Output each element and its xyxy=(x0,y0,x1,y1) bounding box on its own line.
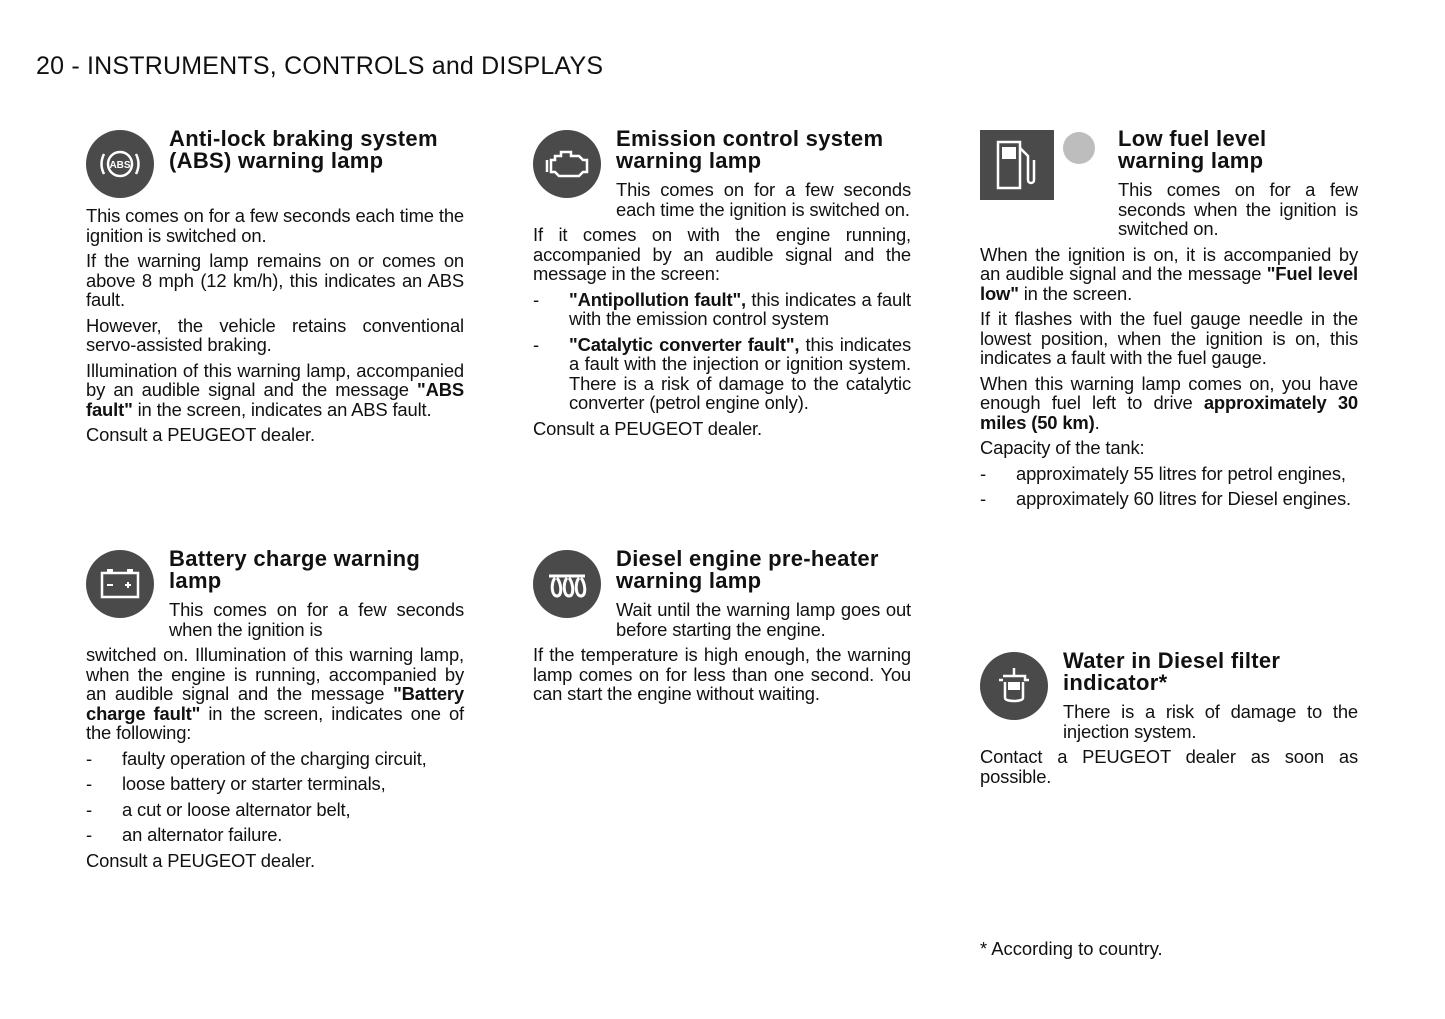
paragraph xyxy=(86,251,464,310)
paragraph xyxy=(980,245,1358,304)
list-dash: - xyxy=(86,824,92,845)
text-segment: Consult a PEUGEOT dealer. xyxy=(533,417,762,439)
page-title: 20 - INSTRUMENTS, CONTROLS and DISPLAYS xyxy=(36,52,604,80)
list-item xyxy=(533,335,911,413)
text-segment: However, the vehicle retains conventional servo-assisted braking. xyxy=(86,314,464,355)
text-segment: faulty operation of the charging circuit, xyxy=(122,747,427,769)
section-battery xyxy=(86,548,464,876)
section-emission xyxy=(533,128,911,444)
text-segment: If the warning lamp remains on or comes on above 8 mph (12 km/h), this indicates an ABS fault. xyxy=(86,250,464,310)
fuel-pump-icon xyxy=(980,130,1054,200)
section-heading: Emission control system warning lamp xyxy=(616,126,884,173)
paragraph xyxy=(533,645,911,704)
text-segment: If it flashes with the fuel gauge needle in the lowest position, when the ignition is on, this indicates a fault with the fuel gauge. xyxy=(980,308,1358,368)
text-segment: If the temperature is high enough, the warning lamp comes on for less than one second. You can start the engine without waiting. xyxy=(533,644,911,704)
paragraph xyxy=(980,438,1358,458)
text-segment: . xyxy=(1094,411,1100,433)
text-segment: switched on. Illumination of this warning lamp, when the engine is running, accompanied by an audible signal and the message xyxy=(86,644,464,704)
paragraph xyxy=(86,851,464,871)
battery-icon xyxy=(86,550,154,618)
text-segment: in the screen. xyxy=(1018,282,1133,304)
intro-paragraph xyxy=(169,600,464,639)
list-item xyxy=(980,489,1358,509)
text-segment: approximately 60 litres for Diesel engines. xyxy=(1016,488,1351,509)
list-dash: - xyxy=(86,747,92,769)
text-segment: "Antipollution fault", xyxy=(569,288,746,310)
text-segment: This comes on for a few seconds when the ignition is switched on. xyxy=(1118,179,1358,239)
list-item xyxy=(980,464,1358,484)
paragraph xyxy=(980,374,1358,433)
paragraph xyxy=(533,225,911,284)
intro-paragraph xyxy=(616,180,911,219)
text-segment: If it comes on with the engine running, accompanied by an audible signal and the message in the screen: xyxy=(533,224,911,284)
list-dash: - xyxy=(86,773,92,794)
text-segment: When the ignition is on, it is accompanied by an audible signal and the message xyxy=(980,243,1358,284)
list-item xyxy=(86,800,464,820)
svg-text:ABS: ABS xyxy=(109,160,131,171)
footnote: * According to country. xyxy=(980,938,1163,959)
paragraph xyxy=(980,309,1358,368)
intro-paragraph xyxy=(1118,180,1358,239)
paragraph xyxy=(533,419,911,439)
section-heading: Water in Diesel filter indicator* xyxy=(1063,648,1281,695)
text-segment: in the screen, indicates an ABS fault. xyxy=(132,398,432,420)
section-water xyxy=(980,650,1358,792)
text-segment: this indicates a fault with the emission control system xyxy=(569,288,911,329)
intro-paragraph xyxy=(616,600,911,639)
text-segment: This comes on for a few seconds each time the ignition is switched on. xyxy=(86,205,464,246)
text-segment: Contact a PEUGEOT dealer as soon as possible. xyxy=(980,746,1358,787)
section-diesel xyxy=(533,548,911,710)
text-segment: Wait until the warning lamp goes out before starting the engine. xyxy=(616,599,911,640)
section-heading: Battery charge warning lamp xyxy=(169,546,421,593)
text-segment: approximately 55 litres for petrol engines, xyxy=(1016,462,1346,484)
text-segment: When this warning lamp comes on, you have enough fuel left to drive xyxy=(980,372,1358,413)
list-dash: - xyxy=(533,288,539,310)
text-segment: loose battery or starter terminals, xyxy=(122,773,386,794)
text-segment: Capacity of the tank: xyxy=(980,437,1145,458)
list-dash: - xyxy=(86,798,92,820)
text-segment: an alternator failure. xyxy=(122,824,283,845)
text-segment: Illumination of this warning lamp, accompanied by an audible signal and the message xyxy=(86,359,464,400)
engine-icon xyxy=(533,130,601,198)
paragraph xyxy=(86,316,464,355)
list-item xyxy=(86,749,464,769)
paragraph xyxy=(86,361,464,420)
list-dash: - xyxy=(980,488,986,509)
text-segment: There is a risk of damage to the injection system. xyxy=(1063,701,1358,742)
water-in-filter-icon xyxy=(980,652,1048,720)
intro-paragraph xyxy=(1063,702,1358,741)
section-heading: Diesel engine pre-heater warning lamp xyxy=(616,546,879,593)
list-item xyxy=(533,290,911,329)
text-segment: a cut or loose alternator belt, xyxy=(122,798,351,820)
paragraph xyxy=(86,425,464,445)
text-segment: "ABS fault" xyxy=(86,379,464,420)
text-segment: This comes on for a few seconds each time the ignition is switched on. xyxy=(616,179,911,220)
text-segment: approximately 30 miles (50 km) xyxy=(980,392,1359,433)
text-segment: "Catalytic converter fault", xyxy=(569,333,800,355)
list-dash: - xyxy=(980,462,986,484)
paragraph xyxy=(86,645,464,743)
list-dash: - xyxy=(533,333,539,355)
text-segment: "Fuel level low" xyxy=(980,263,1358,304)
text-segment: in the screen, indicates one of the following: xyxy=(86,702,464,743)
text-segment: "Battery charge fault" xyxy=(86,683,464,724)
text-segment: Consult a PEUGEOT dealer. xyxy=(86,849,315,871)
section-heading: Anti-lock braking system (ABS) warning lamp xyxy=(169,126,438,173)
intro-paragraph xyxy=(86,206,464,245)
text-segment: Consult a PEUGEOT dealer. xyxy=(86,424,315,445)
section-heading: Low fuel level warning lamp xyxy=(1118,126,1267,173)
paragraph xyxy=(980,747,1358,786)
preheater-coil-icon xyxy=(533,550,601,618)
text-segment: This comes on for a few seconds when the ignition is xyxy=(169,599,464,640)
abs-warning-icon xyxy=(86,130,154,198)
section-abs xyxy=(86,128,464,451)
list-item xyxy=(86,825,464,845)
section-fuel xyxy=(980,128,1358,515)
indicator-dot-icon xyxy=(1063,132,1095,164)
text-segment: this indicates a fault with the injection or ignition system. There is a risk of damage to the catalytic converter (petrol engine only). xyxy=(569,333,911,413)
list-item xyxy=(86,774,464,794)
